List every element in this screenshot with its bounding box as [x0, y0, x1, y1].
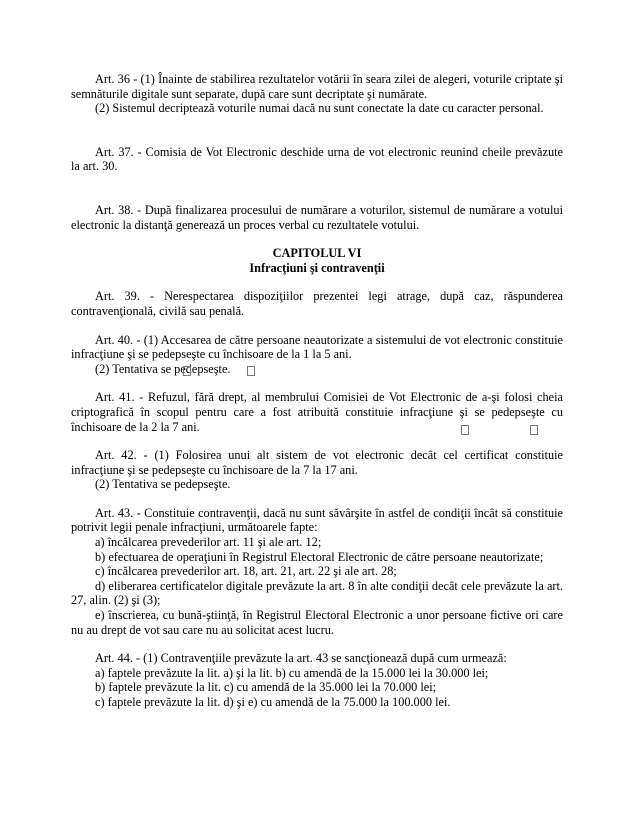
art43-item-d: d) eliberarea certificatelor digitale prevăzute la art. 8 în alte condiţii decât cele prevăzute la art. 27, alin. (2) şi (3);: [71, 578, 563, 608]
art43-item-c: c) încălcarea prevederilor art. 18, art. 21, art. 22 şi ale art. 28;: [95, 564, 397, 579]
missing-glyph-box-2: [247, 366, 255, 376]
missing-glyph-box-3: [461, 425, 469, 435]
art42-paragraph-2: (2) Tentativa se pedepseşte.: [95, 477, 231, 492]
art37-paragraph: Art. 37. - Comisia de Vot Electronic deschide urna de vot electronic reunind cheile prevăzute la art. 30.: [71, 144, 563, 174]
art40-paragraph-1: Art. 40. - (1) Accesarea de către persoane neautorizate a sistemului de vot electronic constituie infracţiune şi se pedepseşte cu închisoare de la 1 la 5 ani.: [71, 332, 563, 362]
document-page: [71, 72, 563, 710]
art43-intro: Art. 43. - Constituie contravenţii, dacă nu sunt săvârşite în astfel de condiţii încât să constituie potrivit legii penale infracţiuni, următoarele fapte:: [71, 505, 563, 535]
art42-paragraph-1: Art. 42. - (1) Folosirea unui alt sistem de vot electronic decât cel certificat constituie infracţiune şi se pedepseşte cu închisoare de la 7 la 17 ani.: [71, 448, 563, 477]
art44-item-c: c) faptele prevăzute la lit. d) şi e) cu amendă de la 75.000 la 100.000 lei.: [95, 695, 451, 709]
chapter-number: CAPITOLUL VI: [272, 246, 362, 261]
art43-item-a: a) încălcarea prevederilor art. 11 şi ale art. 12;: [95, 535, 322, 550]
art44-item-b: b) faptele prevăzute la lit. c) cu amendă de la 35.000 lei la 70.000 lei;: [95, 680, 437, 695]
art43-item-b: b) efectuarea de operaţiuni în Registrul Electoral Electronic de către persoane neautorizate;: [95, 549, 544, 564]
art36-paragraph-2: (2) Sistemul decriptează voturile numai dacă nu sunt conectate la date cu caracter personal.: [95, 101, 544, 116]
chapter-title: Infracţiuni şi contravenţii: [249, 260, 385, 275]
art44-item-a: a) faptele prevăzute la lit. a) şi la lit. b) cu amendă de la 15.000 lei la 30.000 lei;: [95, 665, 489, 680]
art39-paragraph: Art. 39. - Nerespectarea dispoziţiilor prezentei legi atrage, după caz, răspunderea contravenţională, civilă sau penală.: [71, 289, 563, 318]
missing-glyph-box-1: [183, 366, 191, 376]
missing-glyph-box-4: [530, 425, 538, 435]
art40-paragraph-2: (2) Tentativa se pedepseşte.: [95, 361, 231, 376]
art43-item-e: e) înscrierea, cu bună-ştiinţă, în Registrul Electoral Electronic a unor persoane fictive ori care nu au drept de vot sau care nu au solicitat acest lucru.: [71, 608, 563, 637]
art36-paragraph-1: Art. 36 - (1) Înainte de stabilirea rezultatelor votării în seara zilei de alegeri, voturile criptate şi semnăturile digitale sunt separate, după care sunt decriptate şi numărate.: [71, 72, 563, 101]
art41-paragraph: Art. 41. - Refuzul, fără drept, al membrului Comisiei de Vot Electronic de a-şi folosi cheia criptografică în scopul pentru care a fost atribuită constituie infracţiune şi se pedepseşte cu închisoare de la 2 la 7 ani.: [71, 390, 563, 434]
art44-intro: Art. 44. - (1) Contravenţiile prevăzute la art. 43 se sancţionează după cum urmează:: [95, 651, 507, 666]
art38-paragraph: Art. 38. - După finalizarea procesului de numărare a voturilor, sistemul de numărare a votului electronic la distanţă generează un proces verbal cu rezultatele votului.: [71, 202, 563, 232]
